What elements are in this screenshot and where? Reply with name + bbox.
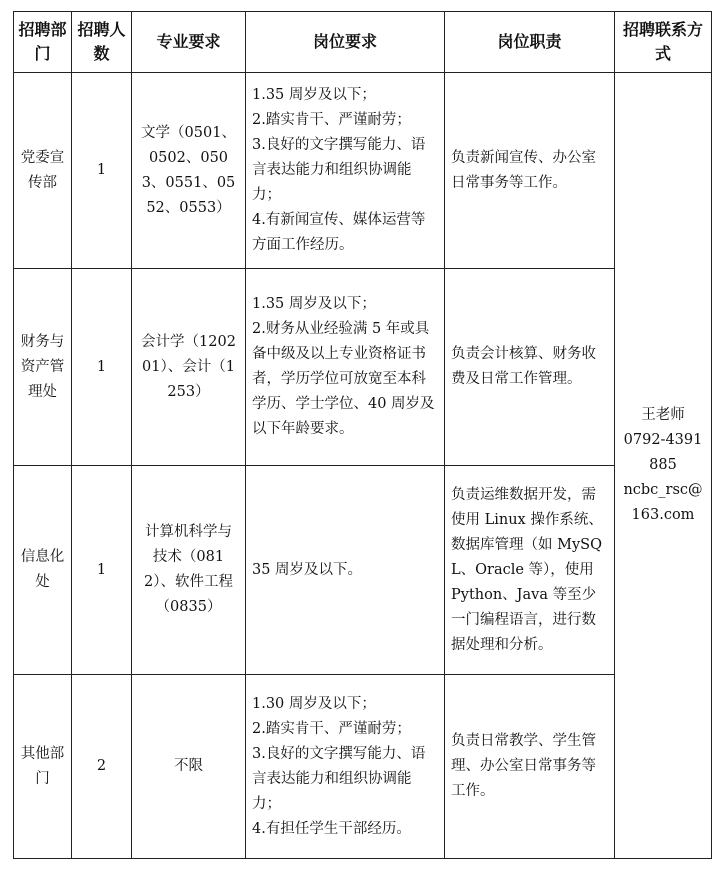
header-contact: 招聘联系方式 [615,12,712,73]
requirements-cell [246,466,445,675]
header-dept: 招聘部门 [14,12,72,73]
header-row [14,12,712,73]
requirements-cell [246,269,445,466]
contact-name: 王老师 [641,407,685,423]
requirements-cell [246,73,445,269]
header-duties: 岗位职责 [445,12,615,73]
requirement-line: 1.35 周岁及以下； [252,87,376,103]
dept-cell: 信息化处 [14,466,72,675]
count-cell: 2 [72,675,132,859]
major-cell: 计算机科学与技术（0812）、软件工程（0835） [132,466,246,675]
contact-phone: 0792-4391885 [623,432,703,473]
table-row [14,675,712,859]
dept-cell: 其他部门 [14,675,72,859]
recruitment-table [13,11,712,859]
duties-cell: 负责运维数据开发，需使用 Linux 操作系统、数据库管理（如 MySQL、Oracle 等），使用 Python、Java 等至少一门编程语言，进行数据处理和分析。 [445,466,615,675]
table-row [14,269,712,466]
header-major: 专业要求 [132,12,246,73]
table-row [14,73,712,269]
duties-cell: 负责新闻宣传、办公室日常事务等工作。 [445,73,615,269]
major-cell: 会计学（120201）、会计（1253） [132,269,246,466]
table-row [14,466,712,675]
requirement-line: 1.30 周岁及以下； [252,695,376,712]
contact-email: ncbc_rsc@163.com [623,482,703,523]
requirement-line: 4.有新闻宣传、媒体运营等方面工作经历。 [252,212,426,253]
header-count: 招聘人数 [72,12,132,73]
count-cell: 1 [72,269,132,466]
requirement-line: 1.35 周岁及以下； [252,296,376,312]
requirement-line: 35 周岁及以下。 [252,561,363,578]
major-cell: 不限 [132,675,246,859]
dept-cell: 党委宣传部 [14,73,72,269]
requirement-line: 2.踏实肯干、严谨耐劳； [252,112,411,128]
requirements-cell [246,675,445,859]
dept-cell: 财务与资产管理处 [14,269,72,466]
header-requirements: 岗位要求 [246,12,445,73]
requirement-line: 2.财务从业经验满 5 年或具备中级及以上专业资格证书者，学历学位可放宽至本科学历、学士学位、40 周岁及以下年龄要求。 [252,321,435,437]
requirement-line: 3.良好的文字撰写能力、语言表达能力和组织协调能力； [252,745,426,812]
count-cell: 1 [72,466,132,675]
requirement-line: 3.良好的文字撰写能力、语言表达能力和组织协调能力； [252,137,426,203]
major-cell: 文学（0501、0502、0503、0551、0552、0553） [132,73,246,269]
contact-cell [615,73,712,859]
requirement-line: 4.有担任学生干部经历。 [252,820,411,837]
duties-cell: 负责日常教学、学生管理、办公室日常事务等工作。 [445,675,615,859]
duties-cell: 负责会计核算、财务收费及日常工作管理。 [445,269,615,466]
requirement-line: 2.踏实肯干、严谨耐劳； [252,720,411,737]
count-cell: 1 [72,73,132,269]
